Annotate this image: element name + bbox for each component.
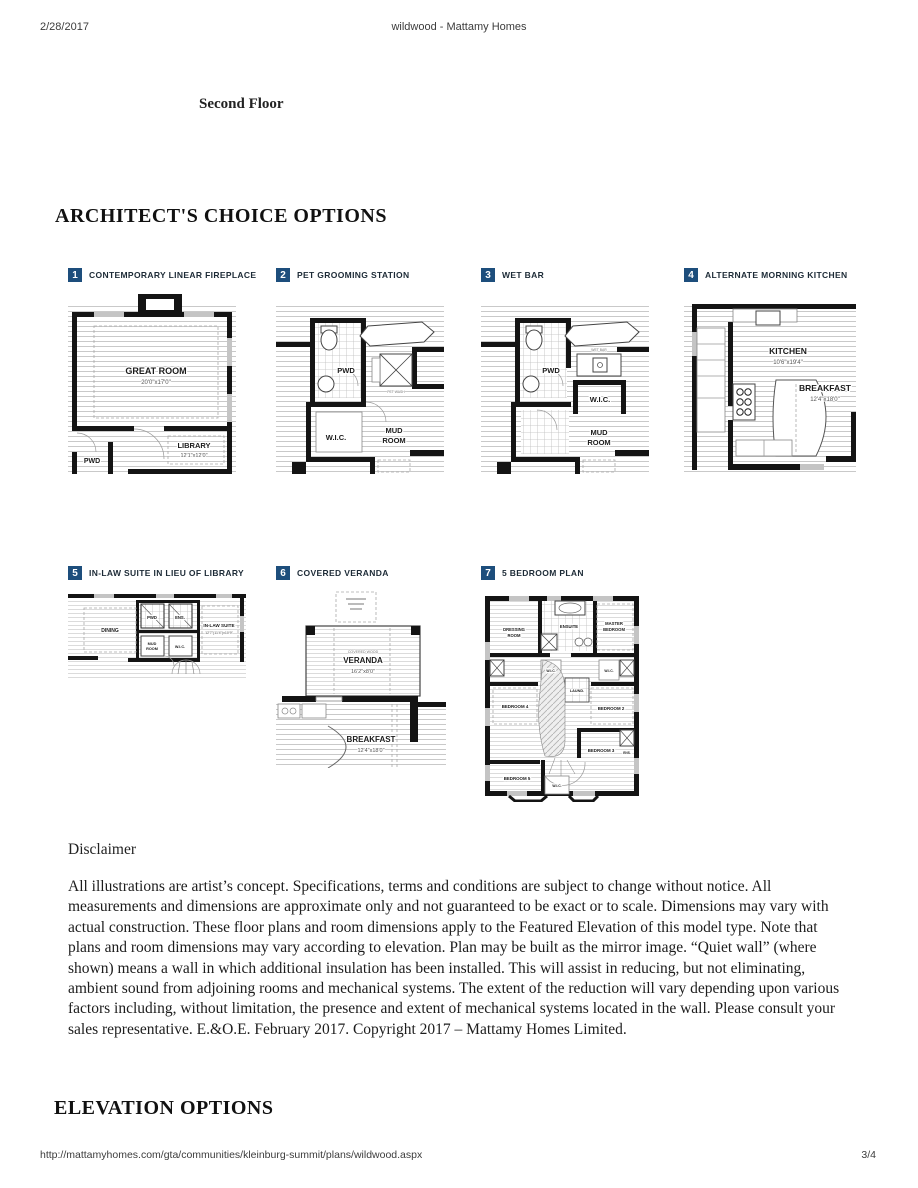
plan-3-label: [481, 268, 649, 282]
plan-4-label: [684, 268, 856, 282]
plan-title: ALTERNATE MORNING KITCHEN: [705, 270, 848, 280]
room-label-wic-right: W.I.C.: [604, 669, 614, 673]
floor-plan-drawing-5: [68, 590, 246, 682]
plan-number-badge: 4: [684, 268, 698, 282]
second-floor-heading: Second Floor: [199, 96, 284, 112]
room-label-bedroom-4: BEDROOM 4: [501, 704, 529, 709]
room-label-pwd: PWD: [337, 366, 355, 375]
room-label-breakfast: BREAKFAST: [346, 735, 396, 744]
floor-plan-drawing-1: [68, 292, 236, 474]
room-label-wic: W.I.C.: [325, 433, 347, 442]
room-label-bedroom-2: BEDROOM 2: [597, 706, 625, 711]
plan-number-badge: 6: [276, 566, 290, 580]
plan-option-5: [68, 566, 246, 682]
plan-number-badge: 1: [68, 268, 82, 282]
room-label-breakfast: BREAKFAST: [799, 383, 851, 393]
room-label-mud-2: ROOM: [146, 647, 158, 651]
elevation-options-heading: ELEVATION OPTIONS: [54, 1097, 274, 1119]
room-label-pwd: PWD: [83, 458, 101, 465]
plan-number-badge: 3: [481, 268, 495, 282]
plan-option-4: [684, 268, 856, 474]
room-label-master-1: MASTER: [605, 621, 623, 626]
room-label-dressing-2: ROOM: [507, 633, 521, 638]
plan-7-label: [481, 566, 643, 580]
plan-title: PET GROOMING STATION: [297, 270, 410, 280]
room-label-wic-left: W.I.C.: [546, 669, 556, 673]
plan-option-3: [481, 268, 649, 474]
room-label-wic: W.I.C.: [589, 395, 611, 404]
plan-2-label: [276, 268, 444, 282]
plan-option-6: [276, 566, 446, 768]
plan-number-badge: 7: [481, 566, 495, 580]
room-label-kitchen: KITCHEN: [769, 346, 807, 356]
room-label-dressing-1: DRESSING: [503, 627, 525, 632]
plan-6-label: [276, 566, 446, 580]
disclaimer-heading: Disclaimer: [68, 841, 137, 858]
room-dims-library: 12'1"x12'0": [180, 453, 208, 459]
room-label-pwd: PWD: [147, 615, 157, 620]
room-label-ens: ENS.: [175, 615, 185, 620]
document-title: wildwood - Mattamy Homes: [391, 21, 527, 33]
room-dims-inlaw-suite: 12'7"(11'4")x10'9": [205, 631, 233, 635]
disclaimer-body: All illustrations are artist’s concept. Specifications, terms and conditions are subject to change without notice. All measurements and dimensions are approximate only and not guaranteed to be exact or to scale. Dimensions may vary with actual construction. These floor plans and room dimensions apply to the Featured Elevation of this model type. Note that plans and room dimensions may vary according to elevation. Plan may be built as the mirror image. “Quiet wall” (where shown) means a wall in which additional insulation has been installed. This will assist in reducing, but not eliminating, ambient sound from adjoining rooms and mechanical systems. The extent of the reduction will vary depending upon various factors including, without limitation, the presence and extent of mechanical systems located in the wall. Please consult your sales representative. E.&O.E. February 2017. Copyright 2017 – Mattamy Homes Limited.: [68, 878, 840, 1038]
room-label-laundry: LAUND.: [569, 689, 585, 693]
room-dims-breakfast: 12'4"x18'0": [357, 748, 385, 754]
room-label-wic: W.I.C.: [174, 645, 186, 649]
architects-choice-heading: ARCHITECT'S CHOICE OPTIONS: [55, 205, 387, 227]
plan-title: 5 BEDROOM PLAN: [502, 568, 584, 578]
room-label-ens: ENS.: [623, 751, 631, 755]
room-dims-kitchen: 10'6"x19'4": [773, 360, 803, 366]
room-label-master-2: BEDROOM: [603, 627, 625, 632]
room-label-mud-2: ROOM: [587, 438, 611, 447]
room-dims-great-room: 20'0"x17'0": [141, 380, 171, 386]
plan-title: COVERED VERANDA: [297, 568, 389, 578]
room-label-bedroom-3: BEDROOM 3: [587, 748, 615, 753]
floor-plan-drawing-2: [276, 292, 444, 474]
room-label-library: LIBRARY: [177, 441, 211, 450]
roof-note: [346, 598, 366, 610]
plan-option-7: [481, 566, 643, 802]
room-label-mud-1: MUD: [147, 642, 157, 646]
floor-plan-drawing-6: [276, 590, 446, 768]
fixture-label-pet-wash: PET WASH: [387, 390, 405, 394]
floor-plan-drawing-3: [481, 292, 649, 474]
room-label-great-room: GREAT ROOM: [125, 366, 187, 376]
plan-option-1: [68, 268, 256, 474]
plan-option-2: [276, 268, 444, 474]
room-label-mud-1: MUD: [590, 428, 608, 437]
room-label-mud-2: ROOM: [382, 436, 406, 445]
floor-plan-drawing-7: [481, 590, 643, 802]
room-label-pwd: PWD: [542, 366, 560, 375]
veranda-note: COVERED WOOD: [347, 650, 379, 654]
plan-1-label: [68, 268, 256, 282]
room-dims-veranda: 16'2"x8'0": [350, 669, 376, 675]
footer-url: http://mattamyhomes.com/gta/communities/kleinburg-summit/plans/wildwood.aspx: [40, 1149, 423, 1161]
floor-plan-drawing-4: [684, 292, 856, 474]
room-label-mud-1: MUD: [385, 426, 403, 435]
plan-5-label: [68, 566, 246, 580]
plan-number-badge: 5: [68, 566, 82, 580]
room-label-veranda: VERANDA: [343, 656, 383, 665]
footer-page-number: 3/4: [861, 1149, 876, 1161]
plan-title: CONTEMPORARY LINEAR FIREPLACE: [89, 270, 257, 280]
room-dims-breakfast: 12'4"x18'0": [810, 397, 840, 403]
room-label-bedroom-5: BEDROOM 5: [503, 776, 531, 781]
room-label-ensuite: ENSUITE: [559, 624, 579, 629]
plan-title: IN-LAW SUITE IN LIEU OF LIBRARY: [89, 568, 245, 578]
print-date: 2/28/2017: [40, 21, 89, 33]
room-label-inlaw-suite: IN-LAW SUITE: [203, 623, 235, 628]
plan-title: WET BAR: [502, 270, 545, 280]
room-label-dining: DINING: [101, 628, 119, 634]
room-label-wic-bottom: W.I.C.: [552, 784, 562, 788]
fixture-label-wet-bar: WET BAR: [591, 348, 607, 352]
plan-number-badge: 2: [276, 268, 290, 282]
